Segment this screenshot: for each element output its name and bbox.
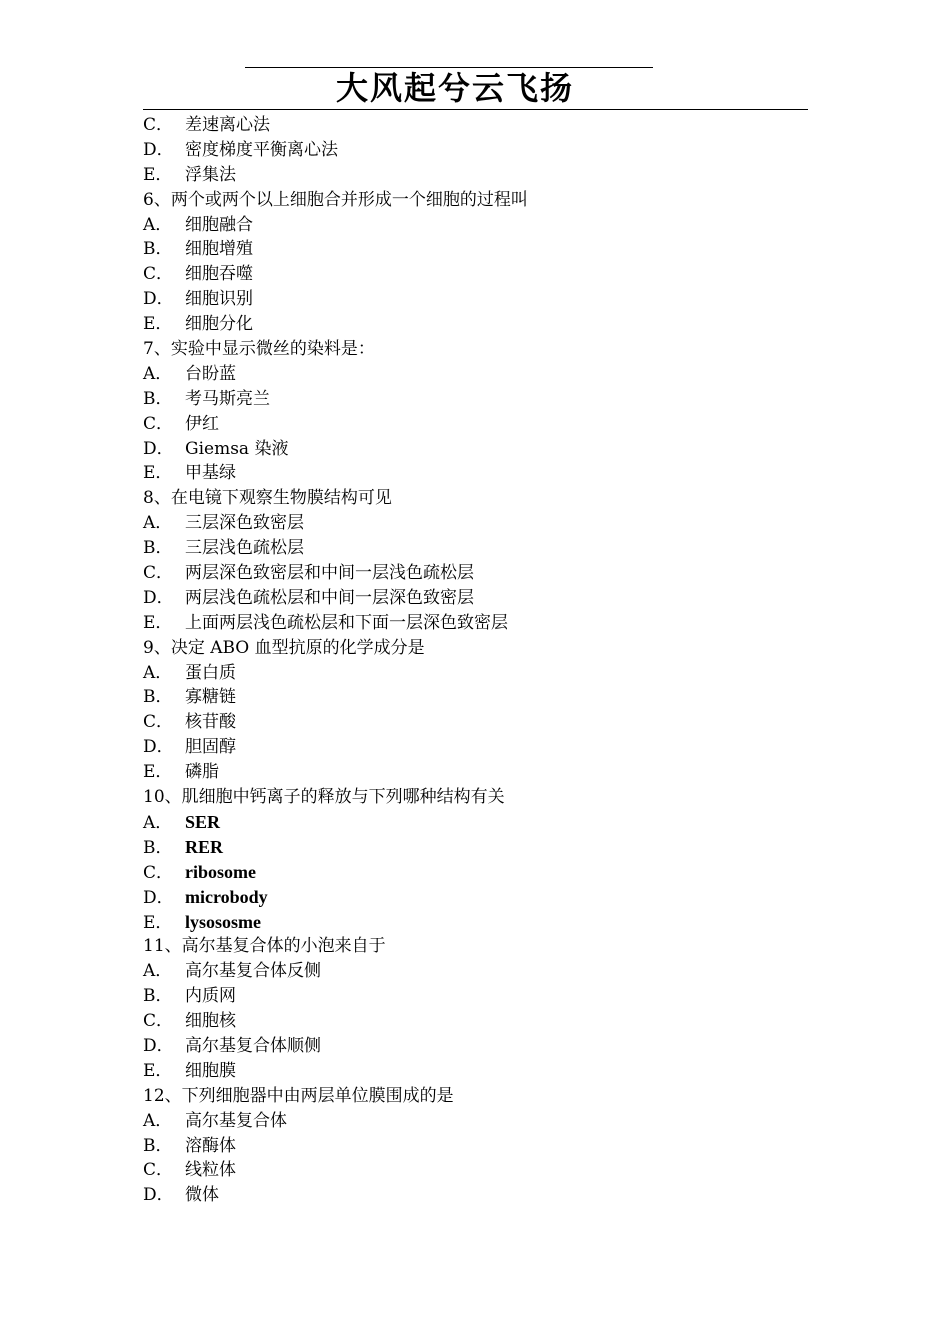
question-9: 9、决定 ABO 血型抗原的化学成分是 <box>143 637 425 658</box>
option-text: 两层深色致密层和中间一层浅色疏松层 <box>185 563 474 584</box>
option-text: 细胞增殖 <box>185 239 253 260</box>
question-10: 10、肌细胞中钙离子的释放与下列哪种结构有关 <box>143 787 505 808</box>
option-text: lysososme <box>185 911 261 932</box>
option-text: 蛋白质 <box>185 662 236 683</box>
option-10d <box>143 885 823 910</box>
option-7b <box>143 387 823 412</box>
option-text: 线粒体 <box>185 1160 236 1181</box>
option-letter: A． <box>143 1110 173 1131</box>
option-text: 高尔基复合体反侧 <box>185 961 321 982</box>
option-letter: B． <box>143 837 173 858</box>
option-text: microbody <box>185 886 268 907</box>
option-text: SER <box>185 811 221 832</box>
option-6a <box>143 213 823 238</box>
page-header-title: 大风起兮云飞扬 <box>335 69 574 107</box>
option-7a <box>143 362 823 387</box>
option-letter: C． <box>143 1011 174 1032</box>
option-letter: D． <box>143 1035 174 1056</box>
option-6e <box>143 312 823 337</box>
option-8d <box>143 586 823 611</box>
option-letter: B． <box>143 538 173 559</box>
option-text: 甲基绿 <box>185 463 236 484</box>
option-5d <box>143 138 823 163</box>
option-6b <box>143 237 823 262</box>
option-text: 三层深色致密层 <box>185 513 304 534</box>
option-text: 伊红 <box>185 413 219 434</box>
option-letter: D． <box>143 139 174 160</box>
option-letter: D． <box>143 438 174 459</box>
option-letter: E． <box>143 762 173 783</box>
option-letter: E． <box>143 164 173 185</box>
option-7d <box>143 437 823 462</box>
option-letter: A． <box>143 662 173 683</box>
option-text: 密度梯度平衡离心法 <box>185 139 338 160</box>
option-12b <box>143 1134 823 1159</box>
option-10b <box>143 835 823 860</box>
option-5c <box>143 113 823 138</box>
option-text: 浮集法 <box>185 164 236 185</box>
option-10c <box>143 860 823 885</box>
option-text: 高尔基复合体 <box>185 1110 287 1131</box>
option-9d <box>143 735 823 760</box>
option-text: 三层浅色疏松层 <box>185 538 304 559</box>
option-7c <box>143 412 823 437</box>
option-10e <box>143 910 823 935</box>
option-12c <box>143 1158 823 1183</box>
question-11: 11、高尔基复合体的小泡来自于 <box>143 936 386 957</box>
option-text: 两层浅色疏松层和中间一层深色致密层 <box>185 587 474 608</box>
option-10a <box>143 810 823 835</box>
option-text: Giemsa 染液 <box>185 438 289 459</box>
option-8a <box>143 511 823 536</box>
option-letter: C． <box>143 563 174 584</box>
option-12d <box>143 1183 823 1208</box>
option-8c <box>143 561 823 586</box>
option-letter: A． <box>143 961 173 982</box>
option-text: 微体 <box>185 1185 219 1206</box>
option-letter: C． <box>143 1160 174 1181</box>
option-letter: C． <box>143 862 174 883</box>
option-letter: E． <box>143 314 173 335</box>
option-letter: A． <box>143 812 173 833</box>
option-9e <box>143 760 823 785</box>
option-letter: A． <box>143 513 173 534</box>
option-text: 差速离心法 <box>185 115 270 135</box>
option-letter: E． <box>143 912 173 933</box>
option-text: 寡糖链 <box>185 687 236 708</box>
option-letter: C． <box>143 413 174 434</box>
option-11c <box>143 1009 823 1034</box>
option-letter: D． <box>143 587 174 608</box>
option-5e <box>143 163 823 188</box>
option-letter: D． <box>143 289 174 310</box>
option-text: 核苷酸 <box>185 712 236 733</box>
option-11a <box>143 959 823 984</box>
option-letter: D． <box>143 1185 174 1206</box>
option-text: 高尔基复合体顺侧 <box>185 1035 321 1056</box>
option-7e <box>143 461 823 486</box>
question-6: 6、两个或两个以上细胞合并形成一个细胞的过程叫 <box>143 189 528 210</box>
option-8b <box>143 536 823 561</box>
option-letter: C． <box>143 712 174 733</box>
option-text: 上面两层浅色疏松层和下面一层深色致密层 <box>185 612 508 633</box>
option-text: 考马斯亮兰 <box>185 388 270 409</box>
option-letter: D． <box>143 887 174 908</box>
option-letter: B． <box>143 239 173 260</box>
option-letter: C． <box>143 264 174 285</box>
option-text: 细胞核 <box>185 1011 236 1032</box>
option-text: 细胞吞噬 <box>185 264 253 285</box>
option-text: ribosome <box>185 861 256 882</box>
option-text: 内质网 <box>185 986 236 1007</box>
option-letter: E． <box>143 463 173 484</box>
option-text: 台盼蓝 <box>185 363 236 384</box>
question-list <box>143 113 823 1208</box>
option-9c <box>143 710 823 735</box>
option-11e <box>143 1059 823 1084</box>
question-12: 12、下列细胞器中由两层单位膜围成的是 <box>143 1085 454 1106</box>
option-6d <box>143 287 823 312</box>
option-text: 细胞分化 <box>185 314 253 335</box>
option-text: 磷脂 <box>185 762 219 783</box>
option-letter: B． <box>143 388 173 409</box>
option-11d <box>143 1034 823 1059</box>
option-11b <box>143 984 823 1009</box>
option-text: 胆固醇 <box>185 737 236 758</box>
header-bottom-rule <box>143 109 808 110</box>
option-letter: E． <box>143 612 173 633</box>
option-letter: A． <box>143 363 173 384</box>
option-letter: A． <box>143 214 173 235</box>
option-letter: E． <box>143 1060 173 1081</box>
option-letter: C． <box>143 115 174 135</box>
option-letter: B． <box>143 1135 173 1156</box>
question-8: 8、在电镜下观察生物膜结构可见 <box>143 488 392 509</box>
option-text: 细胞膜 <box>185 1060 236 1081</box>
option-text: RER <box>185 836 224 857</box>
option-letter: B． <box>143 687 173 708</box>
option-9a <box>143 661 823 686</box>
option-letter: D． <box>143 737 174 758</box>
option-text: 细胞融合 <box>185 214 253 235</box>
option-9b <box>143 685 823 710</box>
option-6c <box>143 262 823 287</box>
option-letter: B． <box>143 986 173 1007</box>
option-text: 细胞识别 <box>185 289 253 310</box>
question-7: 7、实验中显示微丝的染料是： <box>143 339 375 360</box>
option-12a <box>143 1109 823 1134</box>
option-8e <box>143 611 823 636</box>
option-text: 溶酶体 <box>185 1135 236 1156</box>
